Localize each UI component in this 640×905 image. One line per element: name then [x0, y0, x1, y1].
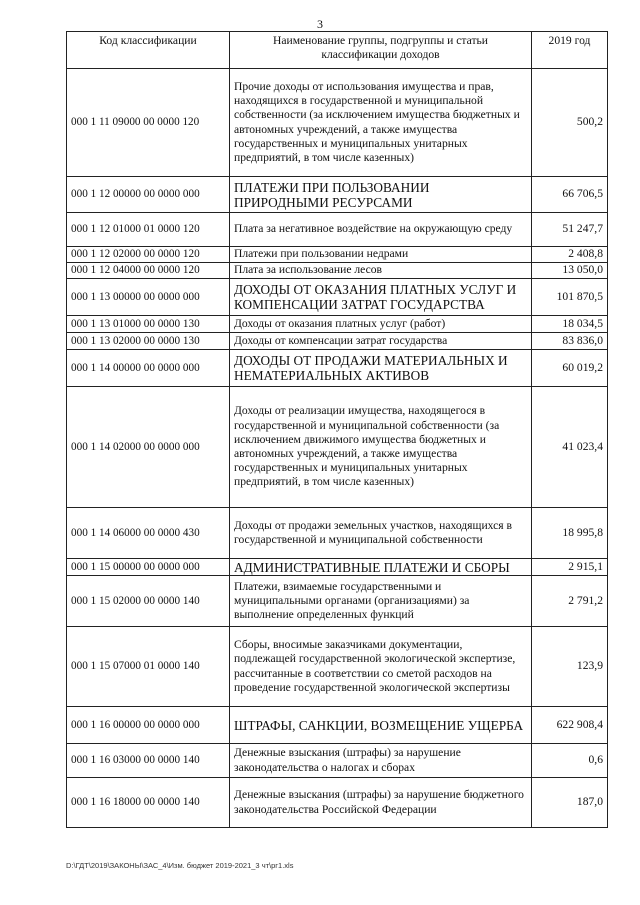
row-value: 123,9	[532, 627, 608, 707]
row-name: Плата за негативное воздействие на окружающую среду	[230, 213, 532, 247]
row-name: ДОХОДЫ ОТ ОКАЗАНИЯ ПЛАТНЫХ УСЛУГ И КОМПЕНСАЦИИ ЗАТРАТ ГОСУДАРСТВА	[230, 279, 532, 316]
row-value: 187,0	[532, 778, 608, 828]
row-code: 000 1 12 01000 01 0000 120	[67, 213, 230, 247]
row-value: 2 791,2	[532, 576, 608, 627]
table-row	[67, 707, 608, 744]
row-name: Платежи при пользовании недрами	[230, 247, 532, 263]
page-number: 3	[317, 17, 323, 31]
table-row	[67, 333, 608, 350]
table-row	[67, 576, 608, 627]
table-row	[67, 213, 608, 247]
row-value: 500,2	[532, 69, 608, 177]
table-row	[67, 744, 608, 778]
table-row	[67, 247, 608, 263]
table-row	[67, 778, 608, 828]
row-code: 000 1 15 07000 01 0000 140	[67, 627, 230, 707]
table-row	[67, 263, 608, 279]
row-code: 000 1 15 00000 00 0000 000	[67, 559, 230, 576]
row-value: 2 408,8	[532, 247, 608, 263]
table-row	[67, 69, 608, 177]
row-name: Сборы, вносимые заказчиками документации, подлежащей государственной экологической экспертизе, рассчитанные в соответствии со сметой расходов на проведение государственной экологической экспертизы	[230, 627, 532, 707]
row-name: Денежные взыскания (штрафы) за нарушение бюджетного законодательства Российской Федерации	[230, 778, 532, 828]
table-row	[67, 316, 608, 333]
row-code: 000 1 11 09000 00 0000 120	[67, 69, 230, 177]
row-code: 000 1 14 02000 00 0000 000	[67, 387, 230, 508]
row-value: 18 995,8	[532, 508, 608, 559]
row-value: 0,6	[532, 744, 608, 778]
row-value: 60 019,2	[532, 350, 608, 387]
revenue-classification-table	[66, 31, 608, 828]
table-row	[67, 627, 608, 707]
row-value: 2 915,1	[532, 559, 608, 576]
row-name: Денежные взыскания (штрафы) за нарушение законодательства о налогах и сборах	[230, 744, 532, 778]
table-row	[67, 350, 608, 387]
row-code: 000 1 12 00000 00 0000 000	[67, 177, 230, 213]
table-header-row	[67, 32, 608, 69]
row-value: 18 034,5	[532, 316, 608, 333]
row-name: Доходы от компенсации затрат государства	[230, 333, 532, 350]
row-code: 000 1 16 03000 00 0000 140	[67, 744, 230, 778]
row-code: 000 1 16 00000 00 0000 000	[67, 707, 230, 744]
table-row	[67, 387, 608, 508]
header-year: 2019 год	[532, 32, 608, 69]
row-code: 000 1 16 18000 00 0000 140	[67, 778, 230, 828]
row-code: 000 1 15 02000 00 0000 140	[67, 576, 230, 627]
row-value: 41 023,4	[532, 387, 608, 508]
row-value: 66 706,5	[532, 177, 608, 213]
row-name: Доходы от оказания платных услуг (работ)	[230, 316, 532, 333]
row-name: Прочие доходы от использования имущества и прав, находящихся в государственной и муниципальной собственности (за исключением имущества бюджетных и автономных учреждений, а также имущества государственных и муниципальных унитарных предприятий, в том числе казенных)	[230, 69, 532, 177]
row-code: 000 1 13 00000 00 0000 000	[67, 279, 230, 316]
table-row	[67, 279, 608, 316]
row-name: Платежи, взимаемые государственными и муниципальными органами (организациями) за выполнение определенных функций	[230, 576, 532, 627]
header-name: Наименование группы, подгруппы и статьи классификации доходов	[230, 32, 532, 69]
row-code: 000 1 12 02000 00 0000 120	[67, 247, 230, 263]
row-name: Плата за использование лесов	[230, 263, 532, 279]
row-name: ДОХОДЫ ОТ ПРОДАЖИ МАТЕРИАЛЬНЫХ И НЕМАТЕРИАЛЬНЫХ АКТИВОВ	[230, 350, 532, 387]
header-code: Код классификации	[67, 32, 230, 69]
row-value: 51 247,7	[532, 213, 608, 247]
table-row	[67, 508, 608, 559]
row-value: 83 836,0	[532, 333, 608, 350]
row-name: ШТРАФЫ, САНКЦИИ, ВОЗМЕЩЕНИЕ УЩЕРБА	[230, 707, 532, 744]
row-code: 000 1 13 01000 00 0000 130	[67, 316, 230, 333]
row-name: Доходы от продажи земельных участков, находящихся в государственной и муниципальной собственности	[230, 508, 532, 559]
file-path-footer: D:\ГДТ\2019\ЗАКОНЫ\ЗАС_4\Изм. бюджет 2019-2021_3 чт\рг1.xls	[66, 861, 294, 870]
row-name: Доходы от реализации имущества, находящегося в государственной и муниципальной собственности (за исключением движимого имущества бюджетных и автономных учреждений, а также имущества государственных и муниципальных унитарных предприятий, в том числе казенных)	[230, 387, 532, 508]
row-name: ПЛАТЕЖИ ПРИ ПОЛЬЗОВАНИИ ПРИРОДНЫМИ РЕСУРСАМИ	[230, 177, 532, 213]
row-code: 000 1 13 02000 00 0000 130	[67, 333, 230, 350]
row-code: 000 1 14 00000 00 0000 000	[67, 350, 230, 387]
row-value: 13 050,0	[532, 263, 608, 279]
row-value: 101 870,5	[532, 279, 608, 316]
row-name: АДМИНИСТРАТИВНЫЕ ПЛАТЕЖИ И СБОРЫ	[230, 559, 532, 576]
row-code: 000 1 12 04000 00 0000 120	[67, 263, 230, 279]
table-row	[67, 177, 608, 213]
row-code: 000 1 14 06000 00 0000 430	[67, 508, 230, 559]
table-row	[67, 559, 608, 576]
row-value: 622 908,4	[532, 707, 608, 744]
